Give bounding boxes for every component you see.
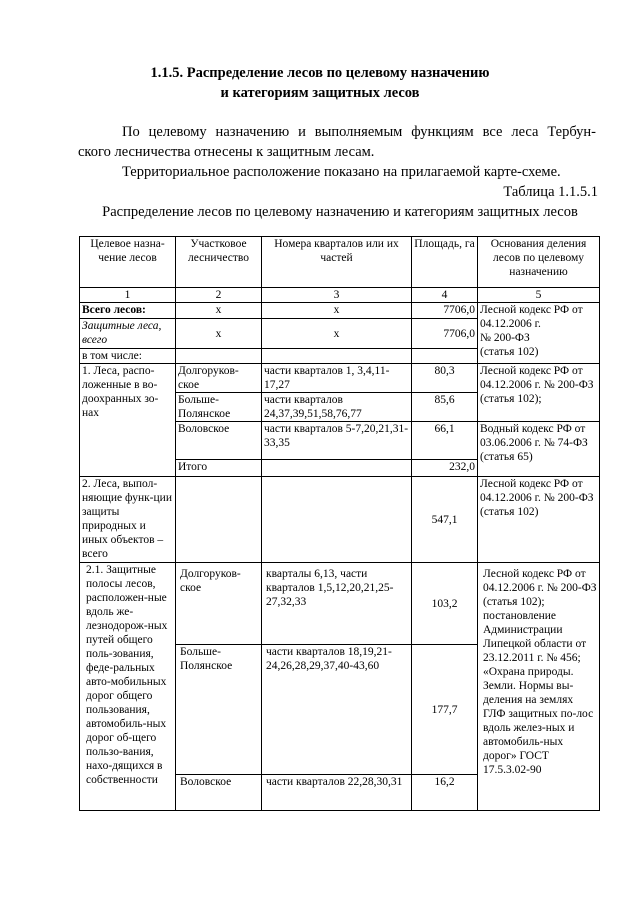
table-caption: Распределение лесов по целевому назначению и категориям защитных лесов — [102, 204, 578, 220]
total-label: Всего лесов: — [80, 303, 176, 319]
district-name: Воловское — [176, 775, 262, 811]
basis-line: (статья 102) — [480, 346, 539, 358]
basis-line: Лесной кодекс РФ от — [480, 304, 583, 316]
column-number: 1 — [80, 288, 176, 303]
header-blocks: Номера кварталов или их частей — [262, 237, 412, 288]
table-header-row — [80, 237, 600, 288]
column-number: 3 — [262, 288, 412, 303]
basis-line: 04.12.2006 г. — [480, 318, 541, 330]
district-name: Больше-Полянское — [176, 393, 262, 422]
protective-blocks: х — [262, 319, 412, 349]
basis-main — [478, 303, 600, 364]
district-name: Долгоруков-ское — [176, 563, 262, 645]
header-purpose: Целевое назна-чение лесов — [80, 237, 176, 288]
block-numbers: части кварталов 5-7,20,21,31-33,35 — [262, 422, 412, 460]
empty-cell — [262, 460, 412, 477]
empty-cell — [176, 349, 262, 364]
area-value: 177,7 — [412, 645, 478, 775]
empty-cell — [262, 477, 412, 563]
header-area: Площадь, га — [412, 237, 478, 288]
table-label: Таблица 1.1.5.1 — [503, 184, 598, 200]
empty-cell — [176, 477, 262, 563]
column-number: 4 — [412, 288, 478, 303]
area-value: 16,2 — [412, 775, 478, 811]
area-value: 80,3 — [412, 364, 478, 393]
forest-distribution-table — [79, 236, 600, 811]
area-value: 103,2 — [412, 563, 478, 645]
paragraph-2: Территориальное расположение показано на прилагаемой карте-схеме. — [122, 164, 561, 180]
column-number: 5 — [478, 288, 600, 303]
total-area: 7706,0 — [412, 303, 478, 319]
block-numbers: части кварталов 22,28,30,31 — [262, 775, 412, 811]
table-row-total — [80, 303, 600, 319]
basis-water-code: Водный кодекс РФ от 03.06.2006 г. № 74-ФЗ (статья 65) — [478, 422, 600, 477]
block-numbers: кварталы 6,13, части кварталов 1,5,12,20,21,25-27,32,33 — [262, 563, 412, 645]
block-numbers: части кварталов 1, 3,4,11-17,27 — [262, 364, 412, 393]
block-numbers: части кварталов 18,19,21-24,26,28,29,37,40-43,60 — [262, 645, 412, 775]
subtotal-area: 232,0 — [412, 460, 478, 477]
paragraph-1-line1: По целевому назначению и выполняемым функциям все леса Тербун- — [122, 124, 596, 140]
protective-label: Защитные леса, всего — [80, 319, 176, 349]
district-name: Долгоруков-ское — [176, 364, 262, 393]
section-title-line2: и категориям защитных лесов — [220, 85, 420, 101]
column-number: 2 — [176, 288, 262, 303]
area-value: 66,1 — [412, 422, 478, 460]
district-name: Воловское — [176, 422, 262, 460]
header-basis: Основания деления лесов по целевому назначению — [478, 237, 600, 288]
district-name: Больше-Полянское — [176, 645, 262, 775]
table-row — [80, 364, 600, 393]
total-district: х — [176, 303, 262, 319]
table-row — [80, 563, 600, 645]
basis-line: № 200-ФЗ — [480, 332, 530, 344]
table-row-group2 — [80, 477, 600, 563]
category-water-protection: 1. Леса, распо-ложенные в во-доохранных зо-нах — [80, 364, 176, 477]
basis-forest-code: Лесной кодекс РФ от 04.12.2006 г. № 200-ФЗ (статья 102); — [478, 364, 600, 422]
column-number-row — [80, 288, 600, 303]
including-label: в том числе: — [80, 349, 176, 364]
protective-district: х — [176, 319, 262, 349]
area-value: 85,6 — [412, 393, 478, 422]
category-protection-functions: 2. Леса, выпол-няющие функ-ции защиты природных и иных объектов – всего — [80, 477, 176, 563]
block-numbers: части кварталов 24,37,39,51,58,76,77 — [262, 393, 412, 422]
empty-cell — [412, 349, 478, 364]
total-blocks: х — [262, 303, 412, 319]
group2-basis: Лесной кодекс РФ от 04.12.2006 г. № 200-ФЗ (статья 102) — [478, 477, 600, 563]
protective-area: 7706,0 — [412, 319, 478, 349]
header-district: Участковое лесничество — [176, 237, 262, 288]
subtotal-label: Итого — [176, 460, 262, 477]
category-protective-strips: 2.1. Защитные полосы лесов, расположен-ные вдоль же-лезнодорож-ных путей общего поль-зования, феде-ральных авто-мобильных дорог общего пользования, автомобиль-ных дорог об-щего пользо-вания, нахо-дящихся в собственности — [80, 563, 176, 811]
paragraph-1-line2: ского лесничества отнесены к защитным лесам. — [78, 144, 375, 160]
group2-area: 547,1 — [412, 477, 478, 563]
section-title-line1: 1.1.5. Распределение лесов по целевому назначению — [150, 65, 490, 81]
empty-cell — [262, 349, 412, 364]
group21-basis: Лесной кодекс РФ от 04.12.2006 г. № 200-ФЗ (статья 102); постановление Администрации Липецкой области от 23.12.2011 г. № 456; «Охрана природы. Земли. Нормы вы-деления на землях ГЛФ защитных по-лос вдоль желез-ных и автомобиль-ных дорог» ГОСТ 17.5.3.02-90 — [478, 563, 600, 811]
